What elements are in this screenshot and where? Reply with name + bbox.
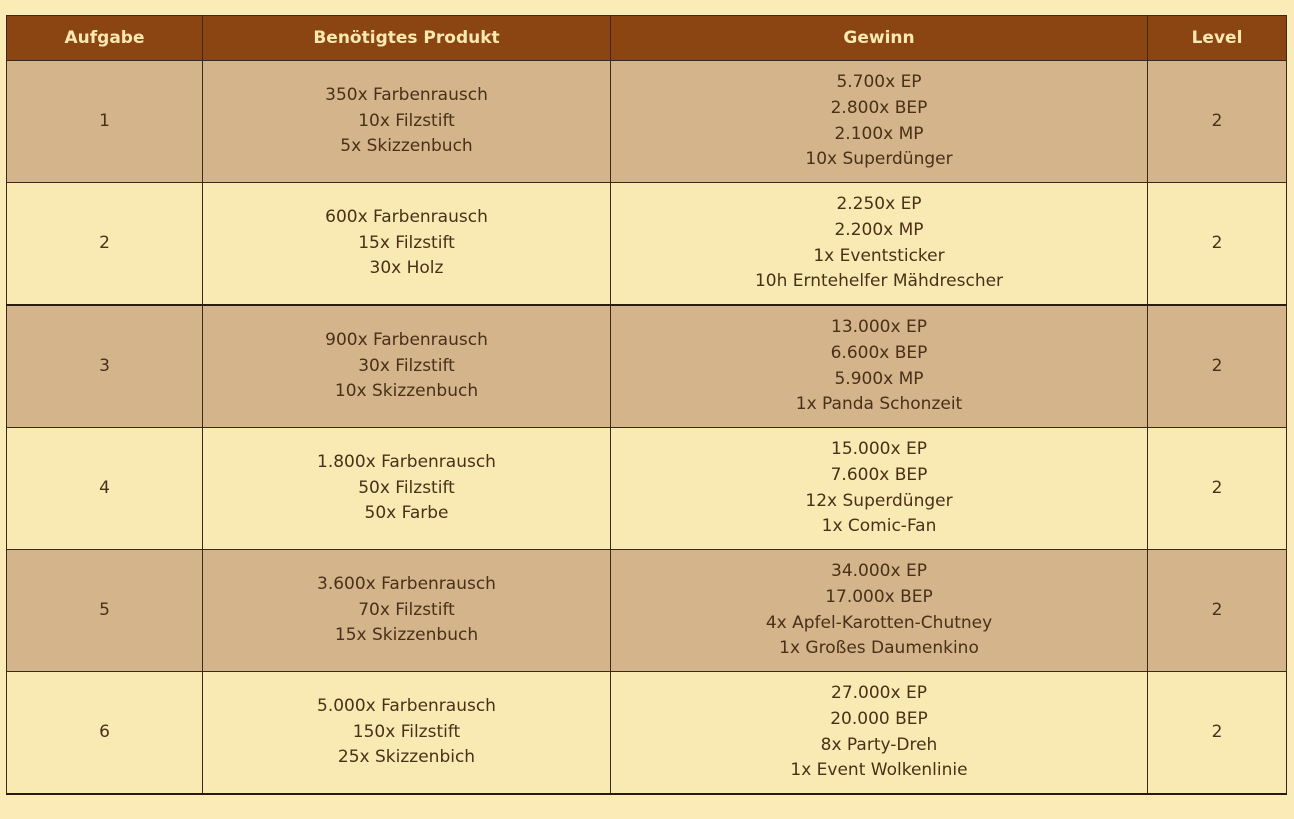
product-cell: [203, 428, 611, 550]
task-number-cell: 3: [7, 305, 203, 428]
reward-line: 12x Superdünger: [805, 490, 953, 511]
reward-cell: [611, 305, 1148, 428]
reward-line: 2.100x MP: [834, 123, 924, 144]
header-level: Level: [1148, 16, 1287, 61]
product-line: 15x Skizzenbuch: [334, 625, 479, 646]
product-line: 1.800x Farbenrausch: [317, 452, 496, 473]
reward-line: 2.250x EP: [836, 194, 922, 215]
product-line: 3.600x Farbenrausch: [317, 574, 496, 595]
level-cell: 2: [1148, 61, 1287, 183]
product-line: 150x Filzstift: [352, 721, 461, 742]
task-number-cell: 5: [7, 550, 203, 672]
product-line: 900x Farbenrausch: [325, 330, 488, 351]
reward-line: 13.000x EP: [831, 317, 927, 338]
reward-cell: [611, 428, 1148, 550]
product-line: 10x Filzstift: [358, 110, 455, 131]
task-number-cell: 2: [7, 183, 203, 306]
product-cell: [203, 550, 611, 672]
task-number-cell: 1: [7, 61, 203, 183]
product-line: 50x Farbe: [364, 503, 449, 524]
table-row: [7, 550, 1287, 672]
reward-cell: [611, 183, 1148, 306]
table-row: [7, 183, 1287, 306]
reward-cell: [611, 550, 1148, 672]
product-line: 10x Skizzenbuch: [334, 381, 479, 402]
product-cell: [203, 61, 611, 183]
header-product: Benötigtes Produkt: [203, 16, 611, 61]
header-task: Aufgabe: [7, 16, 203, 61]
table-row: [7, 305, 1287, 428]
reward-cell: [611, 61, 1148, 183]
reward-line: 1x Eventsticker: [813, 245, 945, 266]
reward-cell: [611, 672, 1148, 795]
reward-line: 1x Comic-Fan: [821, 516, 937, 537]
table-row: [7, 428, 1287, 550]
product-line: 15x Filzstift: [358, 232, 455, 253]
table-row: [7, 672, 1287, 795]
header-row: [7, 16, 1287, 61]
reward-line: 1x Panda Schonzeit: [795, 394, 963, 415]
task-number-cell: 6: [7, 672, 203, 795]
product-line: 5.000x Farbenrausch: [317, 696, 496, 717]
reward-line: 2.800x BEP: [830, 97, 928, 118]
reward-line: 2.200x MP: [834, 219, 924, 240]
task-table: [6, 15, 1287, 795]
reward-line: 34.000x EP: [831, 561, 927, 582]
reward-line: 10x Superdünger: [805, 149, 953, 170]
reward-line: 10h Erntehelfer Mähdrescher: [754, 271, 1004, 292]
reward-line: 7.600x BEP: [830, 464, 928, 485]
product-cell: [203, 672, 611, 795]
reward-line: 4x Apfel-Karotten-Chutney: [765, 612, 993, 633]
reward-line: 5.700x EP: [836, 72, 922, 93]
reward-line: 6.600x BEP: [830, 342, 928, 363]
reward-line: 8x Party-Dreh: [820, 734, 938, 755]
product-line: 5x Skizzenbuch: [340, 136, 473, 157]
reward-line: 1x Event Wolkenlinie: [790, 760, 968, 781]
product-cell: [203, 305, 611, 428]
reward-line: 15.000x EP: [831, 439, 927, 460]
reward-line: 27.000x EP: [831, 683, 927, 704]
table-row: [7, 61, 1287, 183]
task-number-cell: 4: [7, 428, 203, 550]
product-line: 25x Skizzenbich: [337, 747, 476, 768]
product-line: 600x Farbenrausch: [325, 207, 488, 228]
level-cell: 2: [1148, 672, 1287, 795]
product-line: 70x Filzstift: [358, 599, 455, 620]
reward-line: 20.000 BEP: [830, 708, 928, 729]
product-line: 50x Filzstift: [358, 477, 455, 498]
product-line: 30x Holz: [369, 258, 444, 279]
task-table-body: [7, 61, 1287, 795]
product-line: 30x Filzstift: [358, 355, 455, 376]
product-cell: [203, 183, 611, 306]
level-cell: 2: [1148, 550, 1287, 672]
level-cell: 2: [1148, 183, 1287, 306]
product-line: 350x Farbenrausch: [325, 85, 488, 106]
level-cell: 2: [1148, 305, 1287, 428]
reward-line: 1x Großes Daumenkino: [779, 638, 979, 659]
header-reward: Gewinn: [611, 16, 1148, 61]
level-cell: 2: [1148, 428, 1287, 550]
reward-line: 5.900x MP: [834, 368, 924, 389]
reward-line: 17.000x BEP: [825, 586, 933, 607]
